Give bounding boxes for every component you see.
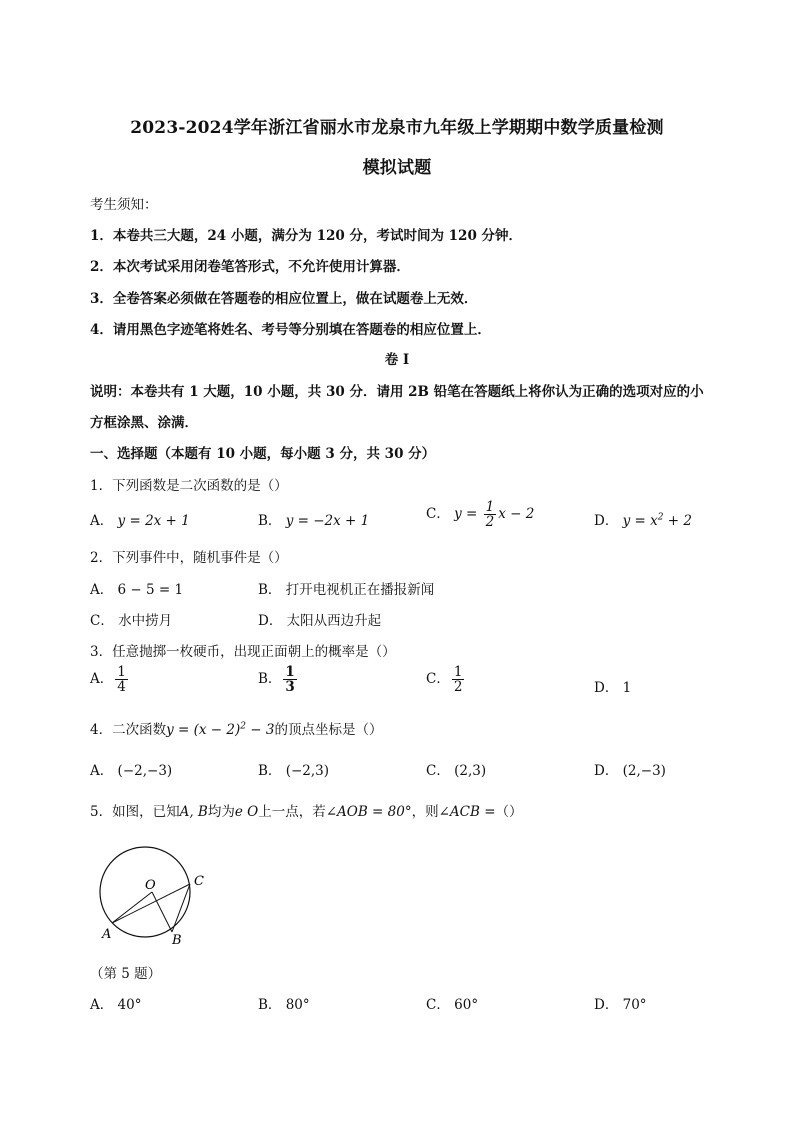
option-letter: A．: [90, 997, 114, 1013]
denominator: 4: [117, 679, 126, 696]
option-letter: D．: [258, 613, 283, 629]
section-heading: 一、选择题（本题有 10 小题，每小题 3 分，共 30 分）: [90, 446, 436, 462]
title-line-1: 2023-2024学年浙江省丽水市龙泉市九年级上学期期中数学质量检测: [130, 118, 664, 138]
stem-math: y = (x − 2): [166, 722, 241, 738]
question-4-stem: [90, 718, 382, 738]
stem-math: ∠ACB =: [438, 804, 496, 820]
option-letter: D．: [594, 680, 619, 696]
option-text: 打开电视机正在播报新闻: [285, 582, 435, 598]
q2-option-d: [258, 609, 381, 629]
option-letter: C．: [90, 613, 114, 629]
option-letter: A．: [90, 763, 114, 779]
question-2-stem: 2．下列事件中，随机事件是（）: [90, 550, 288, 566]
q2-option-b: [258, 578, 434, 598]
option-letter: B．: [258, 671, 282, 688]
circle-figure: [92, 840, 222, 950]
option-text: 60°: [454, 997, 479, 1013]
q5-option-c: [426, 993, 478, 1013]
numerator: 1: [453, 664, 463, 680]
q3-option-c: [426, 665, 466, 694]
numerator: 1: [485, 499, 495, 515]
stem-text: 上一点，若: [258, 804, 326, 820]
fraction: [484, 500, 497, 529]
q3-option-a: [90, 665, 130, 694]
option-letter: A．: [90, 671, 114, 688]
q2-option-c: [90, 609, 172, 629]
q5-option-d: [594, 993, 647, 1013]
q1-option-d: [594, 509, 692, 529]
option-letter: C．: [426, 997, 450, 1013]
question-5-stem: [90, 800, 523, 820]
label-a: A: [102, 927, 112, 942]
stem-text: 4．二次函数: [90, 722, 167, 738]
stem-text: （）: [495, 804, 523, 820]
stem-text: 5．如图，已知: [90, 804, 180, 820]
option-text: 6 − 5 = 1: [117, 582, 184, 598]
q4-option-a: [90, 759, 172, 779]
instructions-line-1: 说明：本卷共有 1 大题，10 小题，共 30 分．请用 2B 铅笔在答题纸上将你认为正确的选项对应的小: [90, 384, 704, 400]
denominator: 2: [485, 514, 495, 531]
option-text: 40°: [117, 997, 142, 1013]
label-o: O: [145, 878, 156, 893]
stem-math: A, B: [179, 804, 208, 820]
numerator: 1: [117, 664, 126, 680]
q4-option-b: [258, 759, 329, 779]
q2-option-a: [90, 578, 183, 598]
volume-label: 卷 I: [384, 352, 410, 368]
fraction: [283, 665, 296, 694]
option-letter: C．: [426, 671, 450, 688]
notice-heading: 考生须知：: [90, 197, 158, 213]
option-letter: D．: [594, 997, 619, 1013]
q3-option-d: [594, 676, 631, 696]
denominator: 2: [453, 679, 463, 696]
option-text: + 2: [663, 513, 692, 529]
question-3-stem: 3．任意抛掷一枚硬币，出现正面朝上的概率是（）: [90, 644, 396, 660]
stem-text: 均为: [207, 804, 235, 820]
q5-option-a: [90, 993, 141, 1013]
option-letter: A．: [90, 582, 114, 598]
option-text: y =: [454, 506, 482, 523]
question-1-stem: 1．下列函数是二次函数的是（）: [90, 478, 288, 494]
q4-option-c: [426, 759, 486, 779]
option-text: (2,3): [454, 763, 487, 779]
q1-option-a: [90, 509, 190, 529]
option-letter: B．: [258, 582, 282, 598]
label-b: B: [172, 933, 182, 948]
option-text: 70°: [622, 997, 647, 1013]
option-letter: C．: [426, 506, 450, 523]
instructions-line-2: 方框涂黑、涂满．: [90, 415, 198, 431]
option-text: 80°: [285, 997, 310, 1013]
stem-math: ∠AOB = 80°: [325, 804, 412, 820]
option-text: (2,−3): [622, 763, 666, 779]
option-letter: D．: [594, 763, 619, 779]
option-text: y = −2x + 1: [285, 513, 370, 529]
option-letter: D．: [594, 513, 619, 529]
stem-text: ，则: [411, 804, 439, 820]
notice-item-4: 4．请用黑色字迹笔将姓名、考号等分别填在答题卷的相应位置上．: [90, 322, 491, 338]
q1-option-c: [426, 500, 534, 529]
option-text: 1: [622, 680, 632, 696]
option-text: y = 2x + 1: [117, 513, 190, 529]
option-text: x − 2: [498, 506, 535, 523]
q5-option-b: [258, 993, 310, 1013]
stem-math: e O: [234, 804, 259, 820]
notice-item-2: 2．本次考试采用闭卷笔答形式，不允许使用计算器．: [90, 259, 410, 275]
fraction: [115, 665, 128, 694]
notice-item-1: 1．本卷共三大题，24 小题，满分为 120 分，考试时间为 120 分钟．: [90, 228, 523, 244]
title-line-2: 模拟试题: [362, 158, 432, 178]
q3-option-b: [258, 665, 299, 694]
option-letter: B．: [258, 763, 282, 779]
option-text: 太阳从西边升起: [286, 613, 382, 629]
option-text: 水中捞月: [118, 613, 173, 629]
option-letter: B．: [258, 513, 282, 529]
label-c: C: [194, 874, 204, 889]
exponent: 2: [240, 721, 246, 732]
option-letter: B．: [258, 997, 282, 1013]
option-letter: C．: [426, 763, 450, 779]
notice-item-3: 3．全卷答案必须做在答题卷的相应位置上，做在试题卷上无效．: [90, 291, 478, 307]
option-text: y = x: [622, 513, 658, 529]
figure-caption: （第 5 题）: [90, 966, 162, 982]
option-letter: A．: [90, 513, 114, 529]
exponent: 2: [657, 512, 664, 523]
segment-ao: [112, 892, 152, 923]
numerator: 1: [285, 664, 295, 680]
option-text: (−2,3): [285, 763, 330, 779]
stem-text: 的顶点坐标是（）: [274, 722, 383, 738]
q4-option-d: [594, 759, 666, 779]
q1-option-b: [258, 509, 369, 529]
denominator: 3: [285, 679, 295, 696]
option-text: (−2,−3): [117, 763, 173, 779]
fraction: [452, 665, 465, 694]
stem-math: − 3: [245, 722, 275, 738]
